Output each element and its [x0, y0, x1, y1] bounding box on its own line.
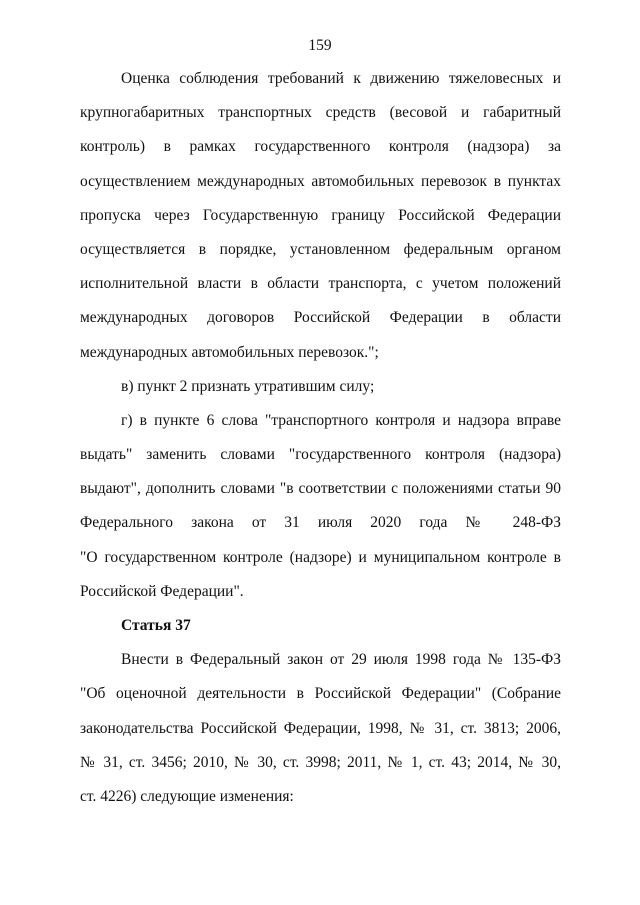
text-line: контроль) в рамках государственного контроля (надзора) за	[80, 138, 561, 156]
text-line: Российской Федерации".	[80, 582, 244, 600]
text-line: выдать" заменить словами "государственного контроля (надзора)	[80, 446, 561, 464]
text-line: крупногабаритных транспортных средств (весовой и габаритный	[80, 104, 561, 122]
text-line: исполнительной власти в области транспорта, с учетом положений	[80, 275, 561, 293]
text-line: Оценка соблюдения требований к движению тяжеловесных и	[121, 70, 561, 87]
text-line: осуществлением международных автомобильных перевозок в пунктах	[80, 172, 561, 190]
text-line: Федерального закона от 31 июля 2020 года № 248-ФЗ	[80, 514, 561, 532]
page-number: 159	[308, 37, 332, 54]
paragraph-weight-control	[80, 62, 561, 370]
paragraph-article-37	[80, 643, 561, 814]
text-line: Внести в Федеральный закон от 29 июля 1998 года № 135-ФЗ	[121, 651, 561, 669]
document-body	[80, 62, 561, 814]
text-line: "Об оценочной деятельности в Российской Федерации" (Собрание	[80, 685, 561, 703]
text-line: международных договоров Российской Федерации в области	[80, 309, 561, 327]
text-line: пропуска через Государственную границу Российской Федерации	[80, 206, 561, 224]
text-line: № 31, ст. 3456; 2010, № 30, ст. 3998; 2011, № 1, ст. 43; 2014, № 30,	[80, 753, 561, 771]
text-line: в) пункт 2 признать утратившим силу;	[121, 377, 375, 395]
text-line: законодательства Российской Федерации, 1998, № 31, ст. 3813; 2006,	[80, 719, 561, 737]
text-line: ст. 4226) следующие изменения:	[80, 787, 294, 805]
paragraph-item-g	[80, 404, 561, 609]
text-line: выдают", дополнить словами "в соответствии с положениями статьи 90	[80, 480, 561, 498]
text-line: осуществляется в порядке, установленном федеральным органом	[80, 240, 561, 258]
paragraph-item-v	[80, 370, 561, 404]
article-heading: Статья 37	[121, 617, 191, 634]
text-line: г) в пункте 6 слова "транспортного контроля и надзора вправе	[121, 411, 561, 429]
text-line: "О государственном контроле (надзоре) и муниципальном контроле в	[80, 548, 561, 566]
text-line: международных автомобильных перевозок.";	[80, 343, 379, 361]
